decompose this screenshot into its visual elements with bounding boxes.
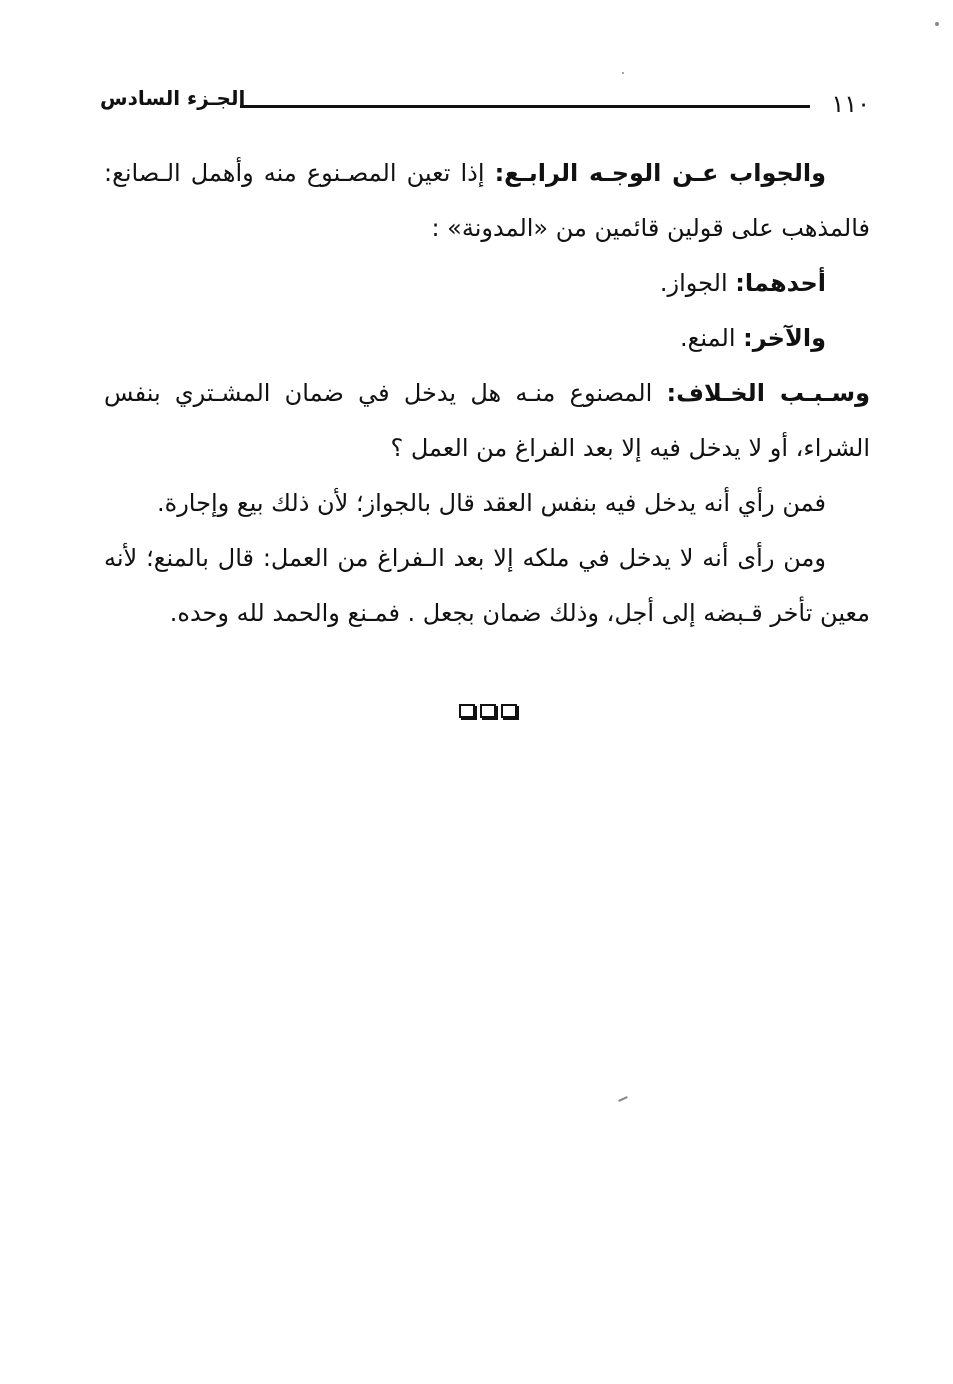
ornament-box-icon xyxy=(480,704,496,718)
paragraph-text: المنع. xyxy=(680,324,744,352)
main-text xyxy=(104,146,870,641)
paragraph-prohibition-view xyxy=(104,531,870,641)
paragraph-text: إذا تعين المصـنوع منه وأهمل الـصانع: فالمذهب على قولين قائمين من «المدونة» : xyxy=(104,159,870,242)
page-number: ١١٠ xyxy=(831,90,870,118)
paragraph-lead: وسـبـب الخـلاف: xyxy=(666,379,871,407)
page-header xyxy=(100,86,870,126)
paragraph-text: الجواز. xyxy=(659,269,736,297)
scan-speck xyxy=(935,22,939,26)
paragraph-fourth-answer xyxy=(104,146,870,256)
ornament-box-icon xyxy=(501,704,517,718)
paragraph-text: ومن رأى أنه لا يدخل في ملكه إلا بعد الـفراغ من العمل: قال بالمنع؛ لأنه معين تأخر قـبضه إلى أجل، وذلك ضمان بجعل . فمـنع والحمد لله وحده. xyxy=(104,544,870,627)
three-boxes-ornament-icon xyxy=(452,704,524,724)
paragraph-first-opinion xyxy=(104,256,870,311)
paragraph-lead: والجواب عـن الوجـه الرابـع: xyxy=(494,159,826,187)
paragraph-text: المصنوع منـه هل يدخل في ضمان المشـتري بنفس الشراء، أو لا يدخل فيه إلا بعد الفراغ من العمل ؟ xyxy=(104,379,870,462)
ornament-box-icon xyxy=(459,704,475,718)
paragraph-permission-view xyxy=(104,476,870,531)
paragraph-second-opinion xyxy=(104,311,870,366)
running-title: الجـزء السادس xyxy=(100,86,246,110)
paragraph-lead: والآخر: xyxy=(743,324,826,352)
paragraph-text: فمن رأي أنه يدخل فيه بنفس العقد قال بالجواز؛ لأن ذلك بيع وإجارة. xyxy=(157,489,826,517)
paragraph-lead: أحدهما: xyxy=(735,269,826,297)
header-rule xyxy=(240,105,810,108)
scan-speck xyxy=(622,72,624,74)
scan-speck xyxy=(618,1096,628,1102)
paragraph-reason-of-dispute xyxy=(104,366,870,476)
